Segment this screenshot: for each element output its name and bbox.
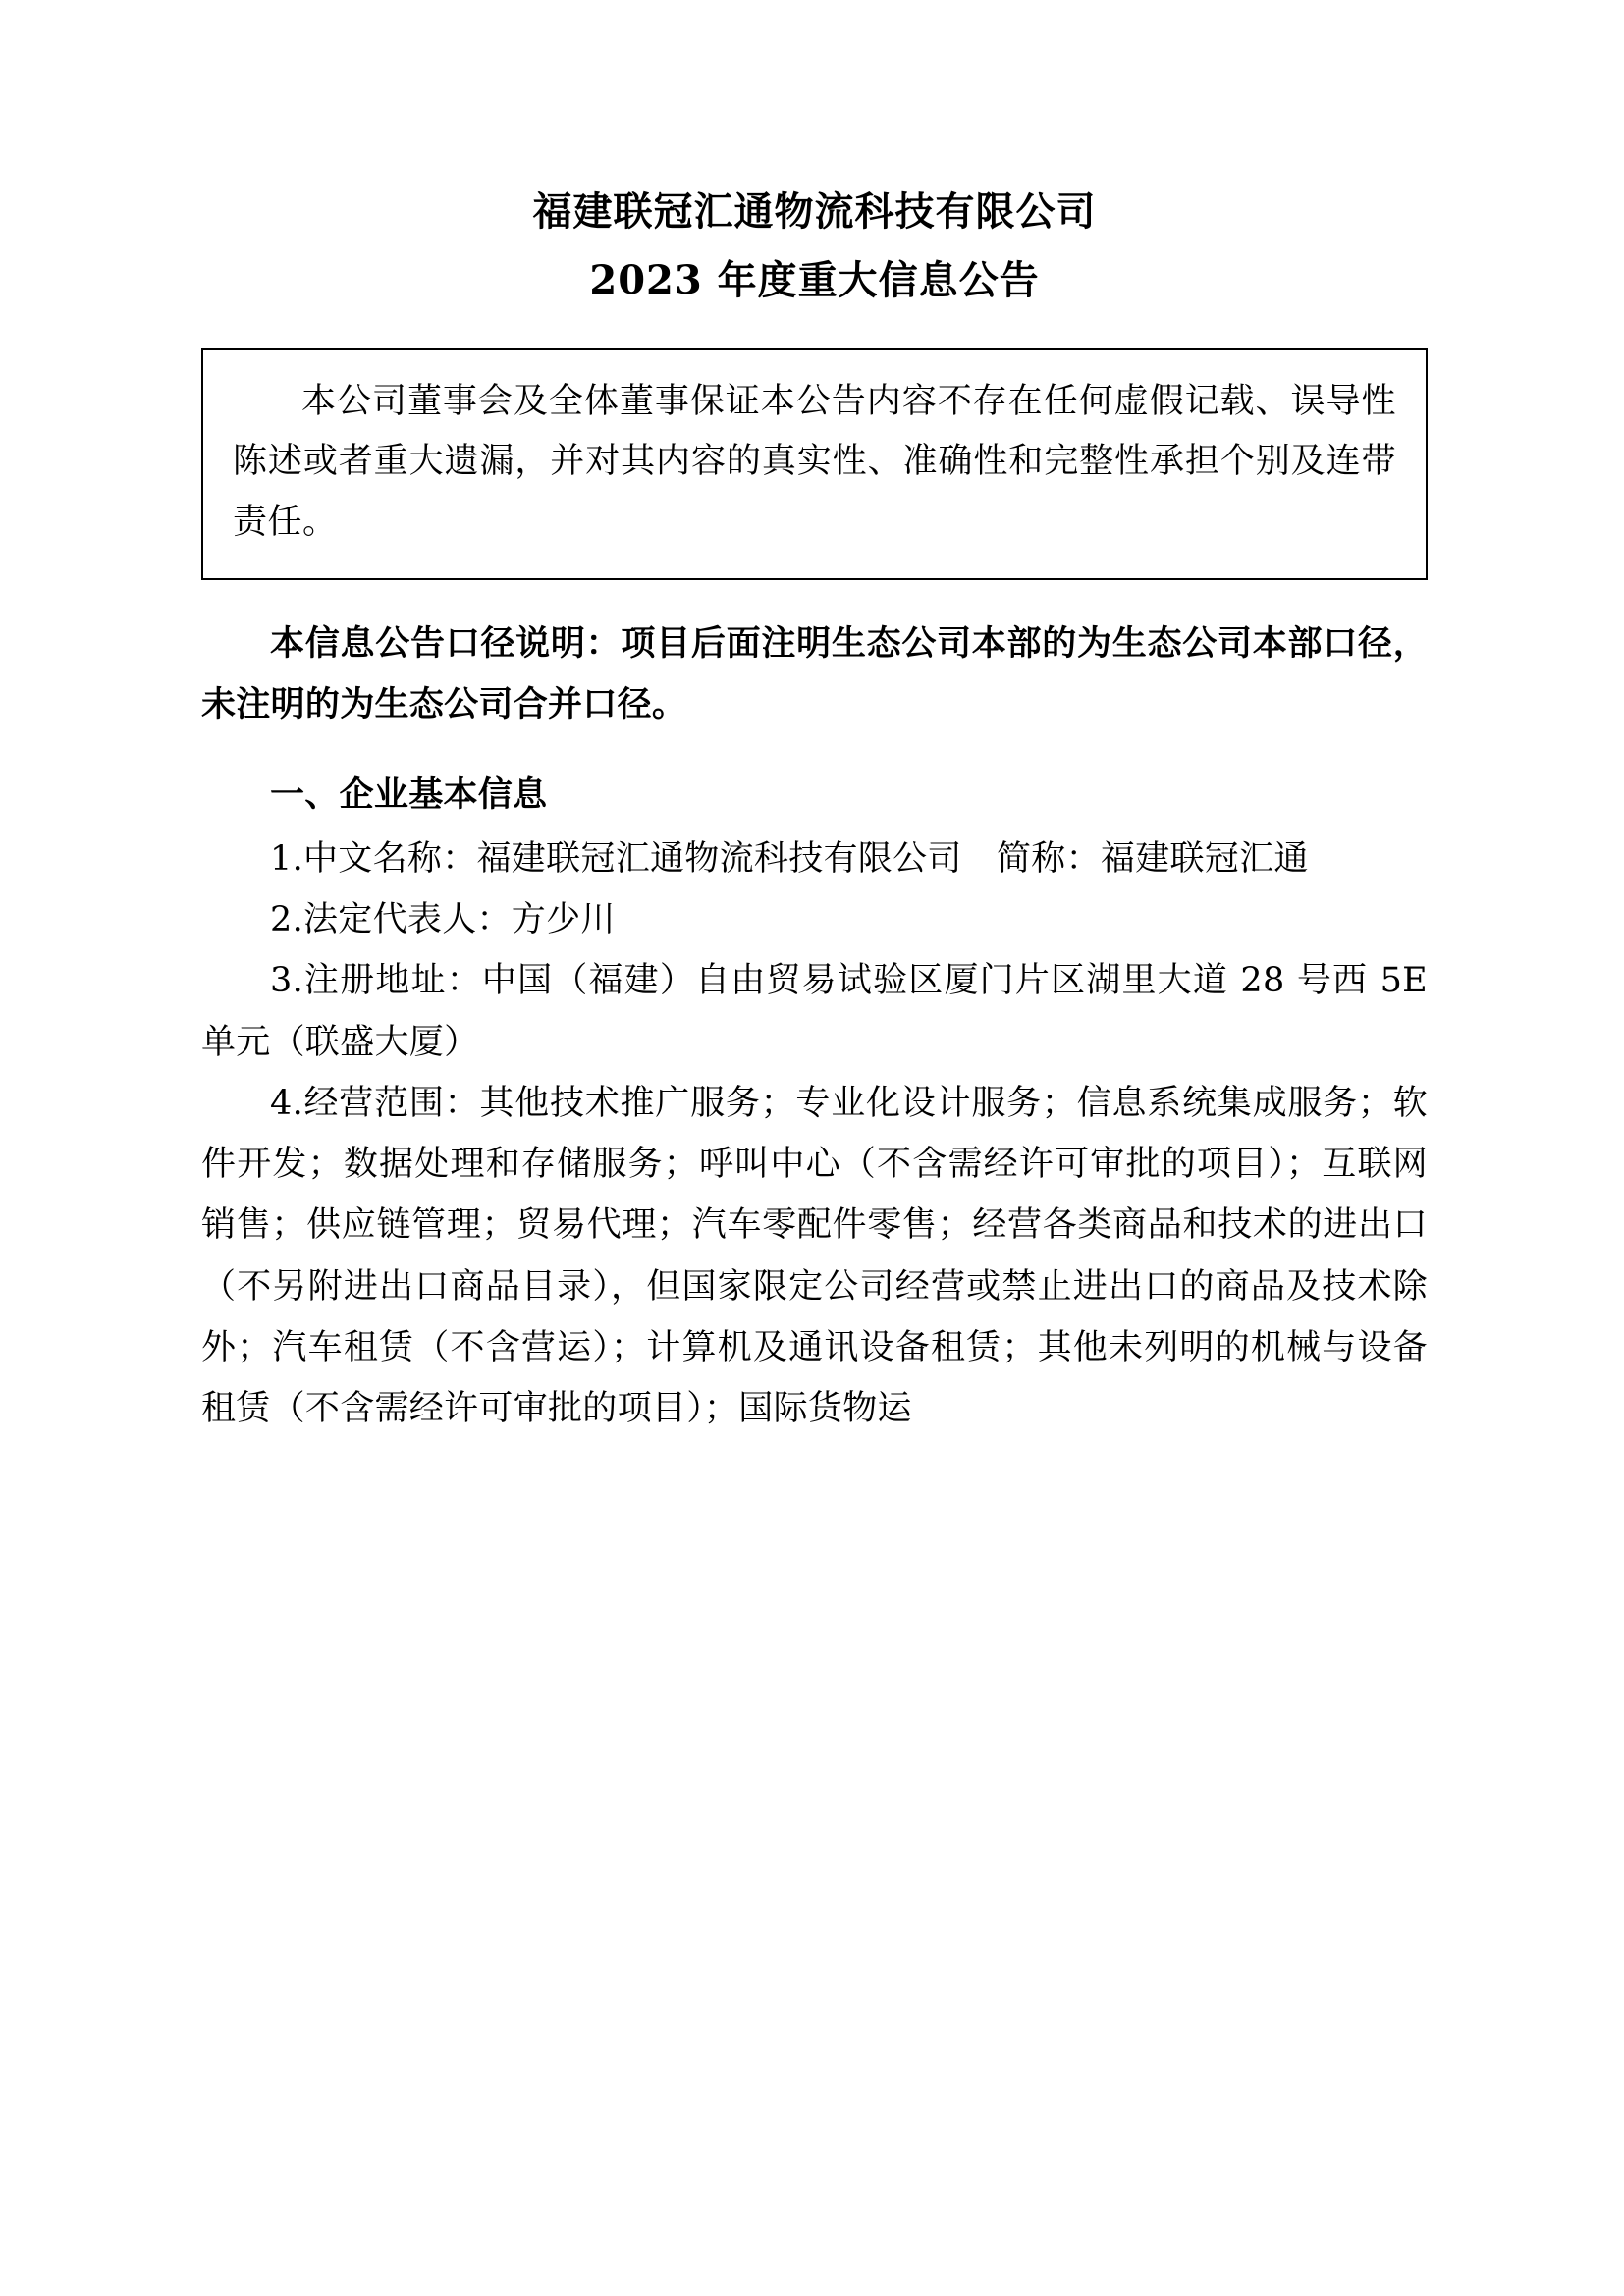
- list-item: 3.注册地址：中国（福建）自由贸易试验区厦门片区湖里大道 28 号西 5E 单元（联盛大厦）: [201, 961, 1428, 1062]
- section-heading-1: 一、企业基本信息: [270, 774, 548, 816]
- disclaimer-text: 本公司董事会及全体董事保证本公告内容不存在任何虚假记载、误导性陈述或者重大遗漏，并对其内容的真实性、准确性和完整性承担个别及连带责任。: [233, 382, 1396, 542]
- list-item: 1.中文名称：福建联冠汇通物流科技有限公司 简称：福建联冠汇通: [270, 838, 1309, 879]
- scope-note: 本信息公告口径说明：项目后面注明生态公司本部的为生态公司本部口径，未注明的为生态公司合并口径。: [201, 622, 1428, 725]
- title-line-1: 福建联冠汇通物流科技有限公司: [532, 188, 1097, 235]
- disclaimer-box: [201, 348, 1428, 580]
- page-title: [201, 182, 1428, 311]
- title-line-2: 2023 年度重大信息公告: [589, 257, 1040, 303]
- list-item: 4.经营范围：其他技术推广服务；专业化设计服务；信息系统集成服务；软件开发；数据处理和存储服务；呼叫中心（不含需经许可审批的项目）；互联网销售；供应链管理；贸易代理；汽车零配件零售；经营各类商品和技术的进出口（不另附进出口商品目录），但国家限定公司经营或禁止进出口的商品及技术除外；汽车租赁（不含营运）；计算机及通讯设备租赁；其他未列明的机械与设备租赁（不含需经许可审批的项目）；国际货物运: [201, 1083, 1428, 1429]
- list-item: 2.法定代表人：方少川: [270, 899, 616, 939]
